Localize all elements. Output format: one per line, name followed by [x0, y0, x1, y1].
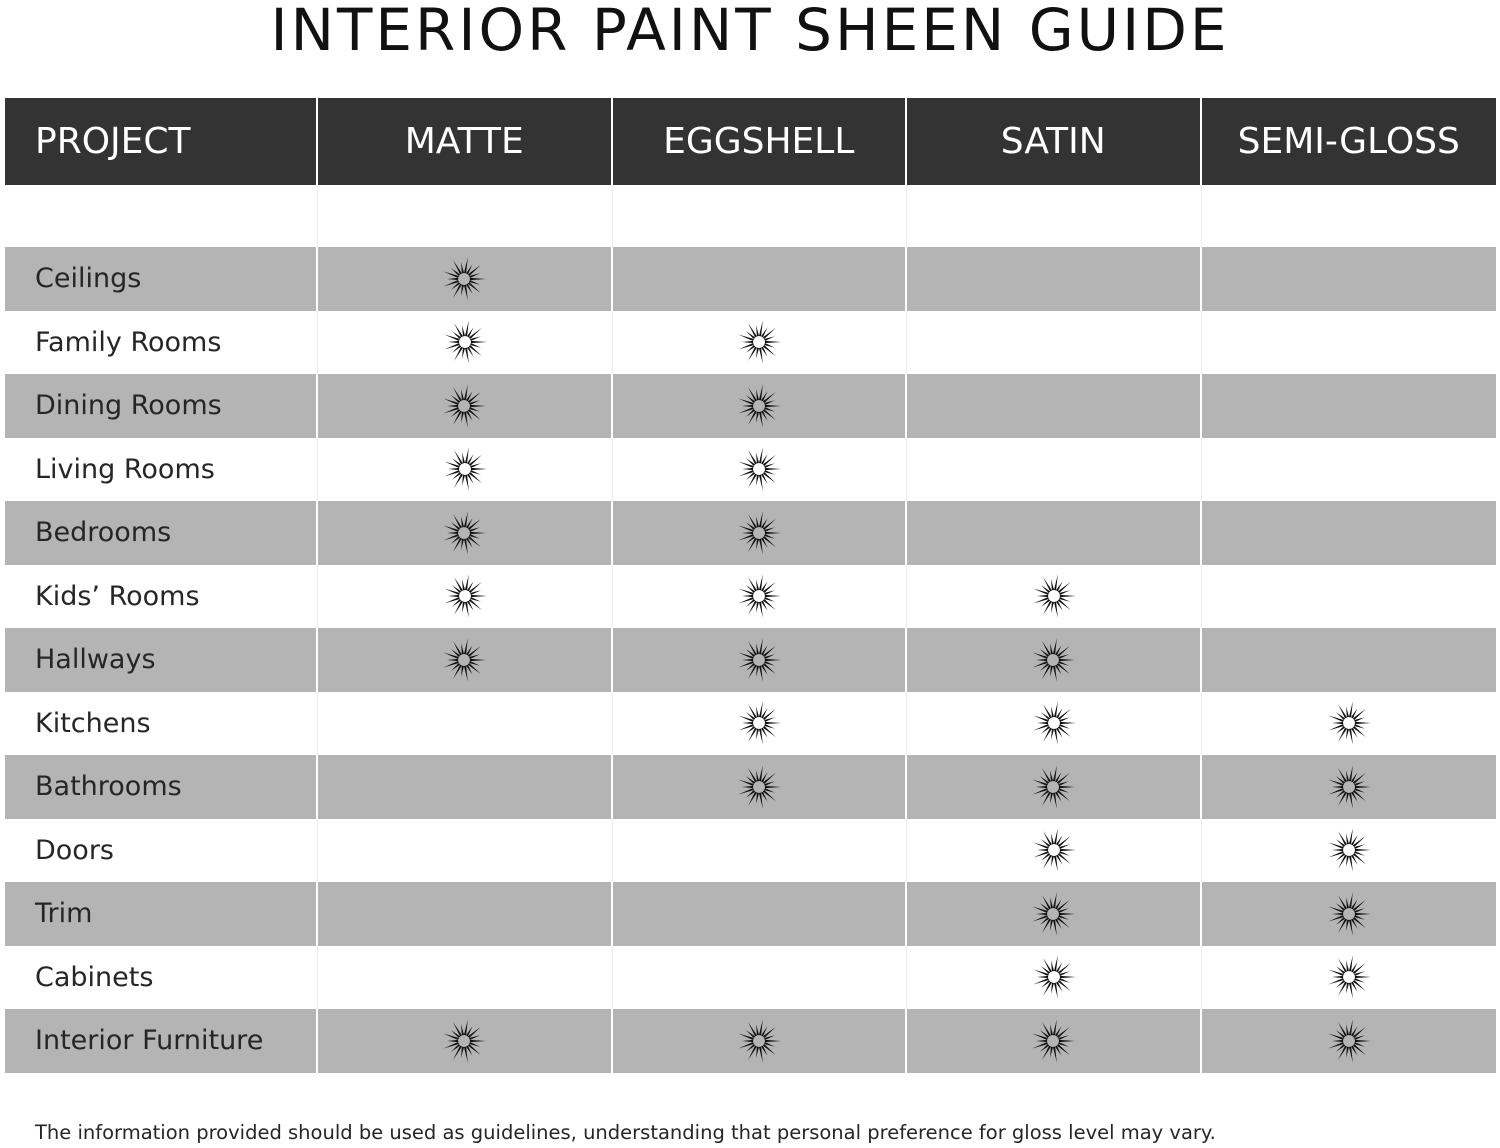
starburst-icon: [735, 382, 783, 430]
sheen-cell: [318, 628, 613, 692]
sheen-cell: [1202, 374, 1497, 438]
sheen-cell: [318, 247, 613, 311]
sheen-cell: [1202, 882, 1497, 946]
sheen-cell: [1202, 1009, 1497, 1073]
column-header-project: PROJECT: [5, 98, 318, 185]
spacer-cell: [613, 185, 908, 247]
column-header-matte: MATTE: [318, 98, 613, 185]
column-header-satin: SATIN: [907, 98, 1202, 185]
sheen-cell: [613, 946, 908, 1010]
sheen-cell: [1202, 628, 1497, 692]
starburst-icon: [1029, 890, 1077, 938]
starburst-icon: [1325, 826, 1373, 874]
column-header-eggshell: EGGSHELL: [613, 98, 908, 185]
table-row: [5, 692, 1496, 756]
starburst-icon: [735, 445, 783, 493]
table-row: [5, 755, 1496, 819]
starburst-icon: [735, 572, 783, 620]
sheen-cell: [318, 565, 613, 629]
starburst-icon: [1325, 699, 1373, 747]
project-label: Hallways: [5, 628, 318, 692]
project-label: Interior Furniture: [5, 1009, 318, 1073]
starburst-icon: [441, 445, 489, 493]
sheen-cell: [907, 247, 1202, 311]
starburst-icon: [440, 509, 488, 557]
starburst-icon: [1325, 953, 1373, 1001]
starburst-icon: [441, 572, 489, 620]
table-row: [5, 438, 1496, 502]
sheen-cell: [613, 438, 908, 502]
starburst-icon: [1325, 890, 1373, 938]
spacer-cell: [1202, 185, 1497, 247]
sheen-cell: [907, 628, 1202, 692]
starburst-icon: [1030, 572, 1078, 620]
project-label: Bedrooms: [5, 501, 318, 565]
sheen-cell: [1202, 565, 1497, 629]
table-row: [5, 247, 1496, 311]
starburst-icon: [441, 318, 489, 366]
sheen-cell: [907, 755, 1202, 819]
sheen-guide-table: [5, 98, 1496, 1073]
table-header: [5, 98, 1496, 185]
sheen-cell: [318, 755, 613, 819]
sheen-cell: [613, 692, 908, 756]
starburst-icon: [440, 382, 488, 430]
sheen-cell: [907, 946, 1202, 1010]
sheen-cell: [907, 438, 1202, 502]
sheen-cell: [318, 819, 613, 883]
sheen-cell: [1202, 501, 1497, 565]
starburst-icon: [735, 1017, 783, 1065]
sheen-cell: [1202, 247, 1497, 311]
sheen-cell: [613, 247, 908, 311]
starburst-icon: [735, 636, 783, 684]
table-row: [5, 565, 1496, 629]
starburst-icon: [1325, 1017, 1373, 1065]
sheen-cell: [907, 692, 1202, 756]
table-row: [5, 311, 1496, 375]
table-row: [5, 501, 1496, 565]
starburst-icon: [735, 763, 783, 811]
sheen-cell: [613, 501, 908, 565]
sheen-cell: [613, 565, 908, 629]
starburst-icon: [735, 318, 783, 366]
project-label: Ceilings: [5, 247, 318, 311]
spacer-cell: [907, 185, 1202, 247]
sheen-cell: [1202, 819, 1497, 883]
table-row: [5, 628, 1496, 692]
table-row: [5, 819, 1496, 883]
sheen-cell: [907, 819, 1202, 883]
sheen-cell: [318, 311, 613, 375]
spacer-cell: [5, 185, 318, 247]
sheen-cell: [907, 882, 1202, 946]
starburst-icon: [735, 509, 783, 557]
sheen-cell: [907, 501, 1202, 565]
project-label: Doors: [5, 819, 318, 883]
sheen-cell: [907, 374, 1202, 438]
project-label: Trim: [5, 882, 318, 946]
table-row: [5, 946, 1496, 1010]
sheen-cell: [318, 374, 613, 438]
sheen-cell: [907, 565, 1202, 629]
sheen-cell: [1202, 692, 1497, 756]
column-header-semi-gloss: SEMI-GLOSS: [1237, 121, 1460, 162]
sheen-cell: [907, 1009, 1202, 1073]
sheen-cell: [907, 311, 1202, 375]
starburst-icon: [1029, 1017, 1077, 1065]
sheen-cell: [1202, 438, 1497, 502]
table-row: [5, 374, 1496, 438]
starburst-icon: [1029, 636, 1077, 684]
sheen-cell: [318, 946, 613, 1010]
starburst-icon: [1029, 763, 1077, 811]
project-label: Kitchens: [5, 692, 318, 756]
project-label: Kids’ Rooms: [5, 565, 318, 629]
starburst-icon: [440, 636, 488, 684]
starburst-icon: [1030, 826, 1078, 874]
starburst-icon: [1325, 763, 1373, 811]
footnote: The information provided should be used as guidelines, understanding that personal preference for gloss level may vary.: [35, 1121, 1216, 1144]
table-row: [5, 1009, 1496, 1073]
header-spacer-row: [5, 185, 1496, 247]
project-label: Living Rooms: [5, 438, 318, 502]
sheen-cell: [613, 374, 908, 438]
sheen-cell: [318, 438, 613, 502]
sheen-cell: [613, 311, 908, 375]
table-row: [5, 882, 1496, 946]
sheen-cell: [1202, 311, 1497, 375]
sheen-cell: [1202, 755, 1497, 819]
spacer-cell: [318, 185, 613, 247]
project-label: Family Rooms: [5, 311, 318, 375]
sheen-cell: [318, 882, 613, 946]
sheen-cell: [318, 692, 613, 756]
project-label: Cabinets: [5, 946, 318, 1010]
starburst-icon: [440, 255, 488, 303]
sheen-cell: [613, 882, 908, 946]
sheen-cell: [613, 819, 908, 883]
starburst-icon: [1030, 953, 1078, 1001]
sheen-cell: [318, 1009, 613, 1073]
sheen-cell: [613, 755, 908, 819]
starburst-icon: [440, 1017, 488, 1065]
starburst-icon: [1030, 699, 1078, 747]
sheen-cell: [1202, 946, 1497, 1010]
table-body: [5, 247, 1496, 1073]
project-label: Bathrooms: [5, 755, 318, 819]
starburst-icon: [735, 699, 783, 747]
sheen-cell: [318, 501, 613, 565]
project-label: Dining Rooms: [5, 374, 318, 438]
sheen-cell: [613, 628, 908, 692]
sheen-cell: [613, 1009, 908, 1073]
page-title: INTERIOR PAINT SHEEN GUIDE: [270, 0, 1230, 64]
